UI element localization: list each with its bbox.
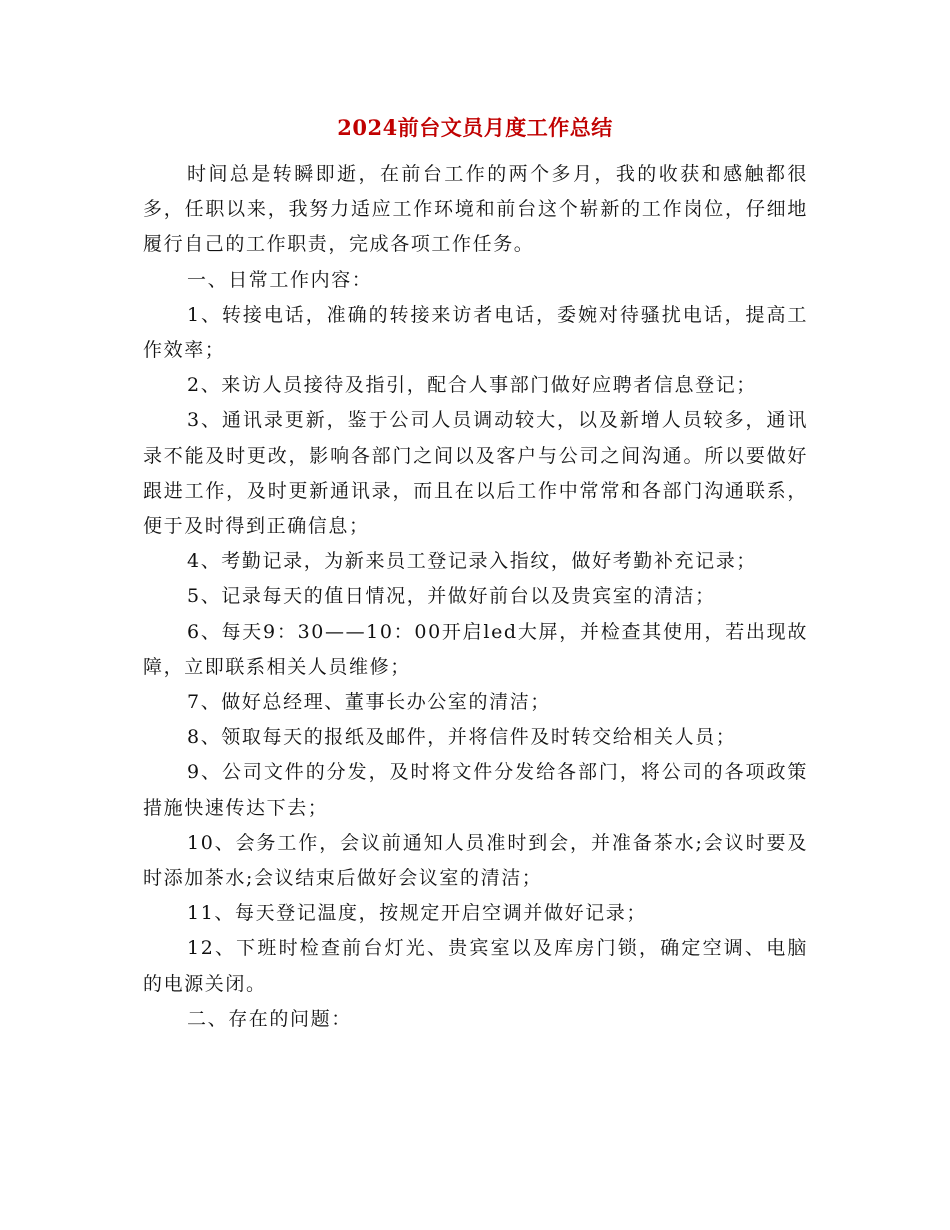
list-item: 1、转接电话，准确的转接来访者电话，委婉对待骚扰电话，提高工作效率； — [143, 303, 808, 362]
list-item: 10、会务工作，会议前通知人员准时到会，并准备茶水;会议时要及时添加茶水;会议结束后做好会议室的清洁； — [143, 831, 808, 890]
list-item: 7、做好总经理、董事长办公室的清洁； — [187, 691, 551, 714]
list-item: 9、公司文件的分发，及时将文件分发给各部门，将公司的各项政策措施快速传达下去； — [143, 761, 808, 819]
section-heading-problems: 二、存在的问题： — [187, 1007, 352, 1030]
list-item: 6、每天9：30——10：00开启led大屏，并检查其使用，若出现故障，立即联系相关人员维修； — [143, 620, 808, 678]
list-item: 4、考勤记录，为新来员工登记录入指纹，做好考勤补充记录； — [187, 550, 757, 573]
list-item: 12、下班时检查前台灯光、贵宾室以及库房门锁，确定空调、电脑的电源关闭。 — [143, 937, 808, 995]
list-item: 2、来访人员接待及指引，配合人事部门做好应聘者信息登记； — [187, 374, 757, 397]
list-item: 11、每天登记温度，按规定开启空调并做好记录； — [187, 902, 647, 925]
list-item: 3、通讯录更新，鉴于公司人员调动较大，以及新增人员较多，通讯录不能及时更改，影响各部门之间以及客户与公司之间沟通。所以要做好跟进工作，及时更新通讯录，而且在以后工作中常常和各部门沟通联系，便于及时得到正确信息； — [143, 409, 808, 538]
document-body — [143, 157, 808, 1037]
list-item: 8、领取每天的报纸及邮件，并将信件及时转交给相关人员； — [187, 726, 737, 749]
document-title: 2024前台文员月度工作总结 — [337, 115, 613, 140]
section-heading-daily-work: 一、日常工作内容： — [187, 268, 373, 291]
paragraph-intro: 时间总是转瞬即逝，在前台工作的两个多月，我的收获和感触都很多，任职以来，我努力适应工作环境和前台这个崭新的工作岗位，仔细地履行自己的工作职责，完成各项工作任务。 — [143, 163, 808, 256]
list-item: 5、记录每天的值日情况，并做好前台以及贵宾室的清洁； — [187, 585, 716, 608]
